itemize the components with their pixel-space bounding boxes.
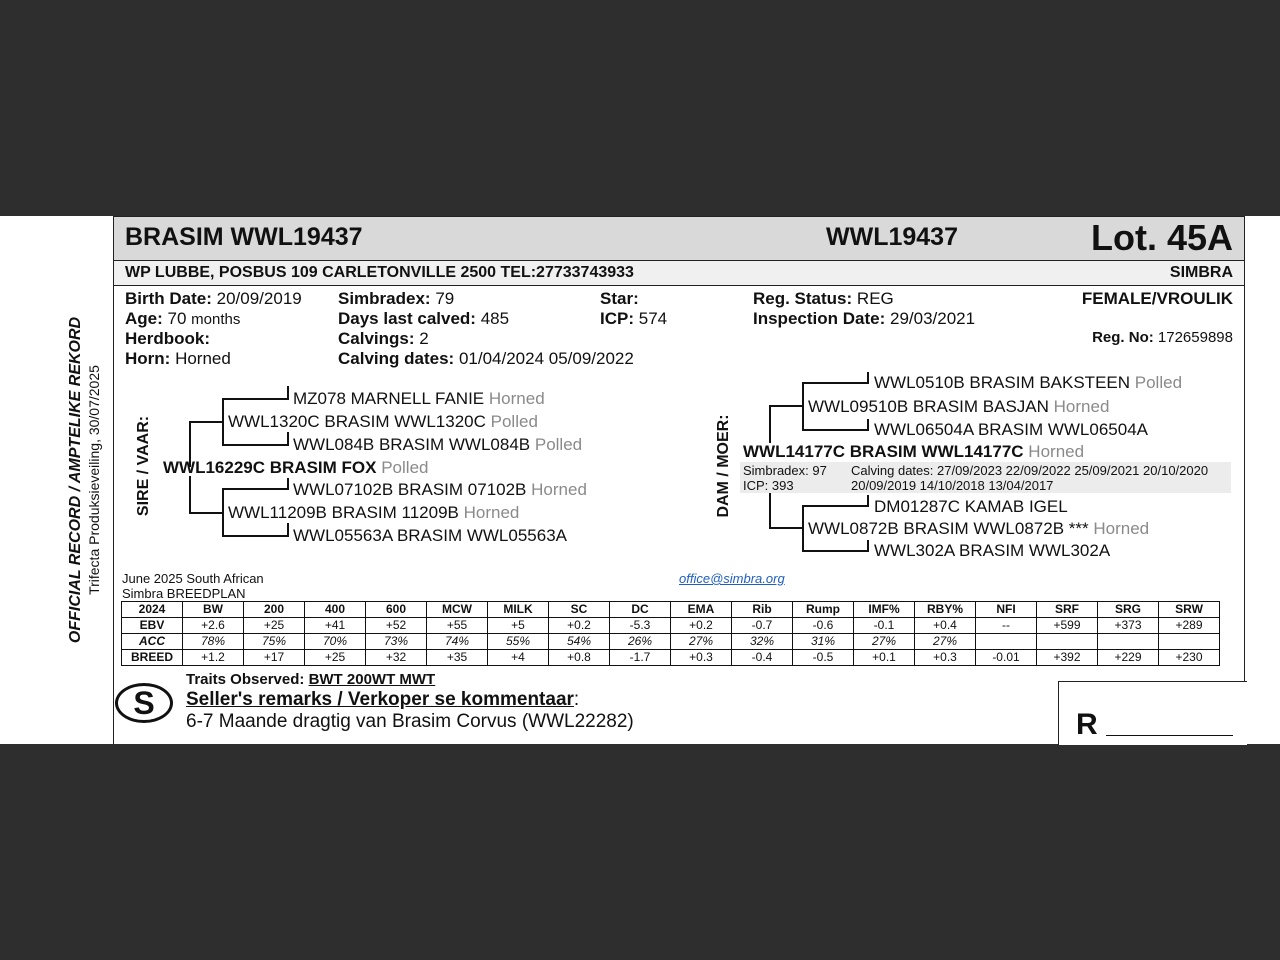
dam-bracket-lower bbox=[769, 492, 771, 528]
ebv-row-label: BREED bbox=[122, 650, 183, 666]
simbradex: Simbradex: 79 bbox=[338, 289, 455, 308]
price-label: R bbox=[1076, 708, 1098, 741]
ebv-cell: +373 bbox=[1098, 618, 1159, 634]
ebv-cell: +0.2 bbox=[671, 618, 732, 634]
ebv-cell: 70% bbox=[305, 634, 366, 650]
ss-bracket-top bbox=[222, 398, 288, 400]
ebv-cell: EMA bbox=[671, 602, 732, 618]
ddd-tick bbox=[867, 540, 869, 552]
ebv-cell: BW bbox=[183, 602, 244, 618]
dam-dam-sire: DM01287C KAMAB IGEL bbox=[874, 497, 1068, 516]
ebv-cell: +289 bbox=[1159, 618, 1220, 634]
animal-ident: WWL19437 bbox=[826, 223, 958, 251]
ebv-cell: Rump bbox=[793, 602, 854, 618]
ebv-cell: +0.3 bbox=[915, 650, 976, 666]
ebv-cell: +0.1 bbox=[854, 650, 915, 666]
sire-bracket-lower bbox=[189, 476, 191, 512]
dd-bracket-top bbox=[802, 505, 868, 507]
ebv-cell: 75% bbox=[244, 634, 305, 650]
ebv-cell: 200 bbox=[244, 602, 305, 618]
sire-dam-sire: WWL07102B BRASIM 07102B Horned bbox=[293, 480, 587, 499]
dam-icp: ICP: 393 bbox=[743, 478, 794, 493]
ss-bracket-bottom bbox=[222, 444, 288, 446]
ebv-cell: 74% bbox=[427, 634, 488, 650]
star: Star: bbox=[600, 289, 639, 308]
ebv-cell: +0.8 bbox=[549, 650, 610, 666]
ebv-table bbox=[121, 601, 1220, 666]
dam-dam: WWL0872B BRASIM WWL0872B *** Horned bbox=[808, 519, 1150, 538]
ds-bracket-bottom bbox=[802, 429, 868, 431]
ebv-cell: +0.3 bbox=[671, 650, 732, 666]
ebv-cell: -0.7 bbox=[732, 618, 793, 634]
ebv-cell: SRW bbox=[1159, 602, 1220, 618]
ebv-cell: +599 bbox=[1037, 618, 1098, 634]
ebv-cell: 600 bbox=[366, 602, 427, 618]
ebv-row bbox=[122, 618, 1220, 634]
age: Age: 70 months bbox=[125, 309, 241, 328]
ds-bracket-top bbox=[802, 382, 868, 384]
ebv-cell: Rib bbox=[732, 602, 793, 618]
ebv-cell: SRG bbox=[1098, 602, 1159, 618]
ebv-cell: +5 bbox=[488, 618, 549, 634]
ssd-tick bbox=[287, 432, 289, 446]
ds-bracket bbox=[802, 382, 804, 430]
sire-sire: WWL1320C BRASIM WWL1320C Polled bbox=[228, 412, 538, 431]
dam-bracket-bottom bbox=[769, 527, 803, 529]
ebv-cell: +0.4 bbox=[915, 618, 976, 634]
ebv-cell: IMF% bbox=[854, 602, 915, 618]
dam-main: WWL14177C BRASIM WWL14177C Horned bbox=[743, 442, 1085, 461]
dam-dam-dam: WWL302A BRASIM WWL302A bbox=[874, 541, 1111, 560]
ebv-row-label: EBV bbox=[122, 618, 183, 634]
sd-bracket-bottom bbox=[222, 535, 288, 537]
herdbook: Herdbook: bbox=[125, 329, 210, 348]
reg-number: Reg. No: 172659898 bbox=[1092, 329, 1233, 346]
ebv-cell: +229 bbox=[1098, 650, 1159, 666]
acc-row bbox=[122, 634, 1220, 650]
sex: FEMALE/VROULIK bbox=[1081, 289, 1233, 308]
ebv-cell: -- bbox=[976, 618, 1037, 634]
ebv-cell: -0.4 bbox=[732, 650, 793, 666]
dam-bracket bbox=[769, 405, 771, 443]
ebv-row-label: ACC bbox=[122, 634, 183, 650]
animal-name: BRASIM WWL19437 bbox=[125, 223, 363, 251]
traits-observed: Traits Observed: BWT 200WT MWT bbox=[186, 671, 436, 688]
dss-tick bbox=[867, 372, 869, 384]
dd-bracket bbox=[802, 505, 804, 551]
ebv-cell: +52 bbox=[366, 618, 427, 634]
ebv-cell: +4 bbox=[488, 650, 549, 666]
ebv-cell: 400 bbox=[305, 602, 366, 618]
sd-bracket-top bbox=[222, 488, 288, 490]
ebv-cell: +32 bbox=[366, 650, 427, 666]
ebv-cell: 31% bbox=[793, 634, 854, 650]
inspection-date: Inspection Date: 29/03/2021 bbox=[753, 309, 976, 328]
ebv-cell: -1.7 bbox=[610, 650, 671, 666]
office-email-link[interactable]: office@simbra.org bbox=[679, 571, 785, 586]
ebv-cell: -0.5 bbox=[793, 650, 854, 666]
ebv-cell: 27% bbox=[915, 634, 976, 650]
ebv-cell: 27% bbox=[854, 634, 915, 650]
lot-number: Lot. 45A bbox=[1090, 217, 1233, 258]
ebv-cell: +55 bbox=[427, 618, 488, 634]
sire-bracket-top bbox=[189, 421, 223, 423]
dam-bracket-top bbox=[769, 405, 803, 407]
official-record-label: OFFICIAL RECORD / AMPTELIKE REKORD bbox=[67, 316, 84, 644]
dd-bracket-bottom bbox=[802, 550, 868, 552]
ebv-cell: -0.6 bbox=[793, 618, 854, 634]
ebv-row-label: 2024 bbox=[122, 602, 183, 618]
birth-date: Birth Date: 20/09/2019 bbox=[125, 289, 302, 308]
sire-sire-dam: WWL084B BRASIM WWL084B Polled bbox=[293, 435, 583, 454]
dam-simbradex: Simbradex: 97 bbox=[743, 463, 827, 478]
ebv-cell bbox=[1037, 634, 1098, 650]
icp: ICP: 574 bbox=[600, 309, 668, 328]
ebv-cell: 73% bbox=[366, 634, 427, 650]
ebv-cell bbox=[1159, 634, 1220, 650]
sire-bracket-bottom bbox=[189, 512, 223, 514]
auction-label: Trifecta Produksieveiling, 30/07/2025 bbox=[86, 365, 102, 595]
ebv-cell: SRF bbox=[1037, 602, 1098, 618]
ebv-cell: MILK bbox=[488, 602, 549, 618]
ebv-cell: +35 bbox=[427, 650, 488, 666]
ebv-cell: 27% bbox=[671, 634, 732, 650]
dam-label: DAM / MOER: bbox=[715, 414, 732, 518]
breedplan-line1: June 2025 South African bbox=[122, 571, 264, 586]
dam-sire-sire: WWL0510B BRASIM BAKSTEEN Polled bbox=[874, 373, 1183, 392]
breed-row bbox=[122, 650, 1220, 666]
sire-main: WWL16229C BRASIM FOX Polled bbox=[163, 458, 429, 477]
ebv-cell: RBY% bbox=[915, 602, 976, 618]
sss-tick bbox=[287, 386, 289, 400]
ebv-cell: +230 bbox=[1159, 650, 1220, 666]
ebv-cell: SC bbox=[549, 602, 610, 618]
remarks-heading: Seller's remarks / Verkoper se kommentaar: bbox=[186, 689, 580, 710]
ebv-cell: +0.2 bbox=[549, 618, 610, 634]
seller-remarks: 6-7 Maande dragtig van Brasim Corvus (WWL22282) bbox=[186, 711, 634, 732]
ebv-cell: +1.2 bbox=[183, 650, 244, 666]
ebv-cell: NFI bbox=[976, 602, 1037, 618]
ebv-cell: +2.6 bbox=[183, 618, 244, 634]
sire-sire-sire: MZ078 MARNELL FANIE Horned bbox=[293, 389, 545, 408]
ebv-cell: MCW bbox=[427, 602, 488, 618]
calvings: Calvings: 2 bbox=[338, 329, 429, 348]
ebv-cell: 54% bbox=[549, 634, 610, 650]
ebv-cell: -0.1 bbox=[854, 618, 915, 634]
sdd-tick bbox=[287, 523, 289, 537]
days-last-calved: Days last calved: 485 bbox=[338, 309, 510, 328]
ebv-cell: +25 bbox=[305, 650, 366, 666]
breedplan-line2: Simbra BREEDPLAN bbox=[122, 586, 246, 601]
sire-dam-dam: WWL05563A BRASIM WWL05563A bbox=[293, 526, 568, 545]
ebv-cell: 26% bbox=[610, 634, 671, 650]
calving-dates: Calving dates: 01/04/2024 05/09/2022 bbox=[338, 349, 634, 368]
sire-dam: WWL11209B BRASIM 11209B Horned bbox=[228, 503, 520, 522]
ebv-header-row bbox=[122, 602, 1220, 618]
ebv-cell bbox=[1098, 634, 1159, 650]
dam-sire-dam: WWL06504A BRASIM WWL06504A bbox=[874, 420, 1149, 439]
dam-calving-dates: Calving dates: 27/09/2023 22/09/2022 25/09/2021 20/10/2020 bbox=[851, 463, 1209, 478]
sds-tick bbox=[287, 478, 289, 490]
sd-bracket bbox=[222, 488, 224, 536]
owner-address: WP LUBBE, POSBUS 109 CARLETONVILLE 2500 TEL:27733743933 bbox=[125, 264, 634, 281]
ebv-cell: DC bbox=[610, 602, 671, 618]
ebv-cell: +41 bbox=[305, 618, 366, 634]
ebv-cell: +392 bbox=[1037, 650, 1098, 666]
breed-name: SIMBRA bbox=[1169, 264, 1233, 281]
ebv-cell: 78% bbox=[183, 634, 244, 650]
horn: Horn: Horned bbox=[125, 349, 231, 368]
ebv-cell: +17 bbox=[244, 650, 305, 666]
ss-bracket bbox=[222, 398, 224, 444]
sire-label: SIRE / VAAR: bbox=[135, 415, 152, 517]
ebv-cell: -0.01 bbox=[976, 650, 1037, 666]
price-line bbox=[1106, 735, 1233, 736]
dam-sire: WWL09510B BRASIM BASJAN Horned bbox=[808, 397, 1110, 416]
ebv-cell: 55% bbox=[488, 634, 549, 650]
ebv-cell bbox=[976, 634, 1037, 650]
ebv-cell: 32% bbox=[732, 634, 793, 650]
dsd-tick bbox=[867, 419, 869, 431]
dds-tick bbox=[867, 495, 869, 507]
dam-calving-dates-2: 20/09/2019 14/10/2018 13/04/2017 bbox=[851, 478, 1054, 493]
ebv-cell: +25 bbox=[244, 618, 305, 634]
simbra-logo: S bbox=[115, 683, 173, 723]
reg-status: Reg. Status: REG bbox=[753, 289, 894, 308]
ebv-cell: -5.3 bbox=[610, 618, 671, 634]
